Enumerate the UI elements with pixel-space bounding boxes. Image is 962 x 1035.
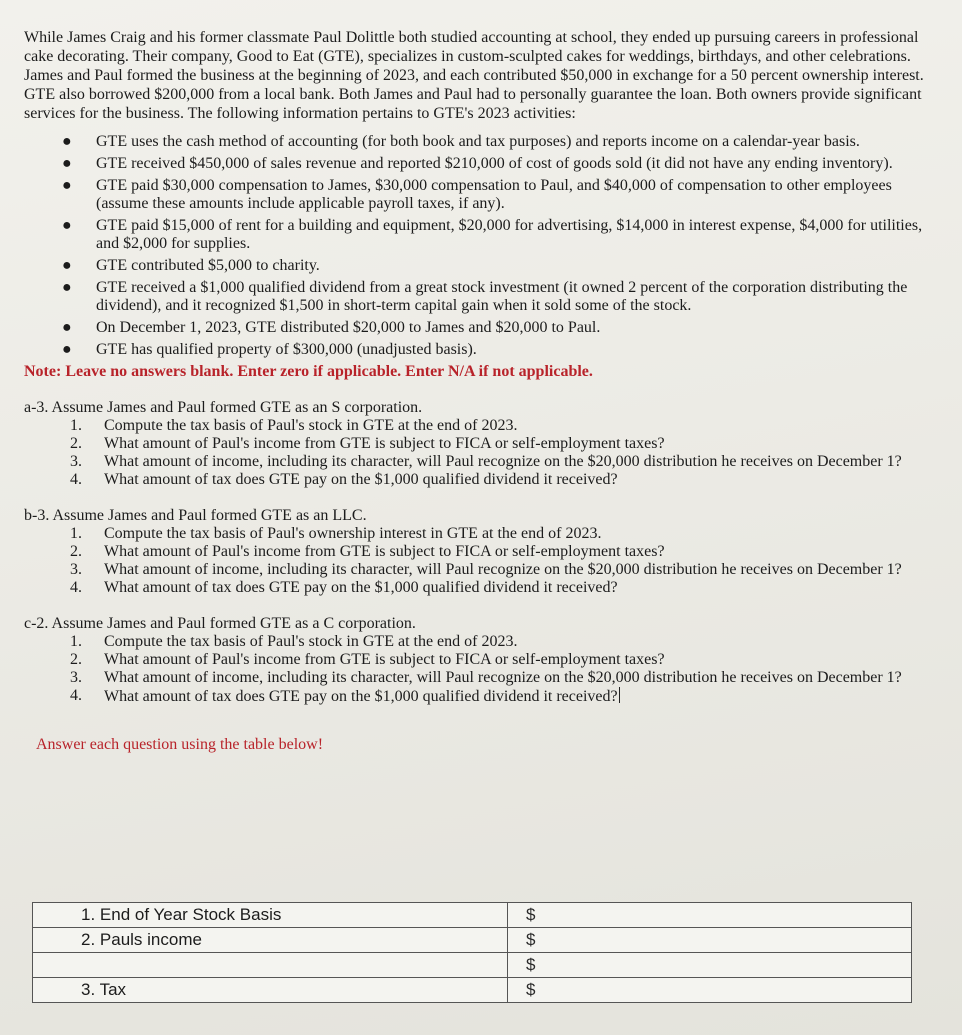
part-c2 [24,615,924,706]
table-row [33,928,912,953]
question-item: 1. Compute the tax basis of Paul's stock in GTE at the end of 2023. [70,417,518,434]
fact-item: ● On December 1, 2023, GTE distributed $20,000 to James and $20,000 to Paul. [62,319,601,336]
fact-item: ● GTE contributed $5,000 to charity. [62,257,320,274]
bullet-icon: ● [62,257,72,274]
question-item: 3. What amount of income, including its character, will Paul recognize on the $20,000 distribution he receives on December 1? [70,561,902,578]
question-list [24,417,924,489]
question-item: 3. What amount of income, including its character, will Paul recognize on the $20,000 distribution he receives on December 1? [70,453,902,470]
answer-cell[interactable]: $ [508,953,912,978]
bullet-icon: ● [62,133,72,150]
table-row [33,953,912,978]
fact-item: ● GTE paid $30,000 compensation to James, $30,000 compensation to Paul, and $40,000 of compensation to other employees (assume these amounts include applicable payroll taxes, if any). [62,177,892,212]
question-item: 3. What amount of income, including its character, will Paul recognize on the $20,000 distribution he receives on December 1? [70,669,902,686]
question-item: 4. What amount of tax does GTE pay on the $1,000 qualified dividend it received? [70,579,618,596]
row-label: 2. Pauls income [33,928,508,953]
part-heading: a-3. Assume James and Paul formed GTE as an S corporation. [24,399,423,416]
intro-paragraph: While James Craig and his former classmate Paul Dolittle both studied accounting at school, they ended up pursuing careers in professional cake decorating. Their company, Good to Eat (GTE), specializes in custom-sculpted cakes for weddings, birthdays, and other celebrations. James and Paul formed the business at the beginning of 2023, and each contributed $50,000 in exchange for a 50 percent ownership interest. GTE also borrowed $200,000 from a local bank. Both James and Paul had to personally guarantee the loan. Both owners provide significant services for the business. The following information pertains to GTE's 2023 activities: [24,29,924,122]
answer-cell[interactable]: $ [508,903,912,928]
bullet-icon: ● [62,341,72,358]
part-heading: c-2. Assume James and Paul formed GTE as a C corporation. [24,615,416,632]
fact-item: ● GTE uses the cash method of accounting (for both book and tax purposes) and reports income on a calendar-year basis. [62,133,860,150]
answer-hint: Answer each question using the table below! [36,736,324,753]
question-list [24,633,924,706]
question-list [24,525,924,597]
table-row [33,978,912,1003]
fact-item: ● GTE received a $1,000 qualified dividend from a great stock investment (it owned 2 percent of the corporation distributing the dividend), and it recognized $1,500 in short-term capital gain when it sold some of the stock. [62,279,908,314]
fact-item: ● GTE has qualified property of $300,000 (unadjusted basis). [62,341,477,358]
facts-list [24,133,924,359]
answer-cell[interactable]: $ [508,928,912,953]
question-item: 4. What amount of tax does GTE pay on the $1,000 qualified dividend it received? [70,471,618,488]
row-label: 3. Tax [33,978,508,1003]
instructions-note: Note: Leave no answers blank. Enter zero if applicable. Enter N/A if not applicable. [24,363,593,380]
answer-cell[interactable]: $ [508,978,912,1003]
question-item: 2. What amount of Paul's income from GTE is subject to FICA or self-employment taxes? [70,435,665,452]
text-cursor [619,687,620,703]
question-item: 2. What amount of Paul's income from GTE is subject to FICA or self-employment taxes? [70,651,665,668]
part-a3 [24,399,924,489]
bullet-icon: ● [62,279,72,296]
bullet-icon: ● [62,217,72,234]
question-item: 1. Compute the tax basis of Paul's stock in GTE at the end of 2023. [70,633,518,650]
fact-item: ● GTE received $450,000 of sales revenue and reported $210,000 of cost of goods sold (it did not have any ending inventory). [62,155,893,172]
question-item: 1. Compute the tax basis of Paul's ownership interest in GTE at the end of 2023. [70,525,602,542]
table-row [33,903,912,928]
fact-item: ● GTE paid $15,000 of rent for a building and equipment, $20,000 for advertising, $14,000 in interest expense, $4,000 for utilities, and $2,000 for supplies. [62,217,923,252]
answer-table [32,902,912,1003]
question-item: 2. What amount of Paul's income from GTE is subject to FICA or self-employment taxes? [70,543,665,560]
part-b3 [24,507,924,597]
row-label [33,953,508,978]
bullet-icon: ● [62,319,72,336]
problem-page [24,28,924,754]
bullet-icon: ● [62,177,72,194]
row-label: 1. End of Year Stock Basis [33,903,508,928]
bullet-icon: ● [62,155,72,172]
part-heading: b-3. Assume James and Paul formed GTE as an LLC. [24,507,367,524]
question-item: 4. What amount of tax does GTE pay on the $1,000 qualified dividend it received? [70,687,618,705]
